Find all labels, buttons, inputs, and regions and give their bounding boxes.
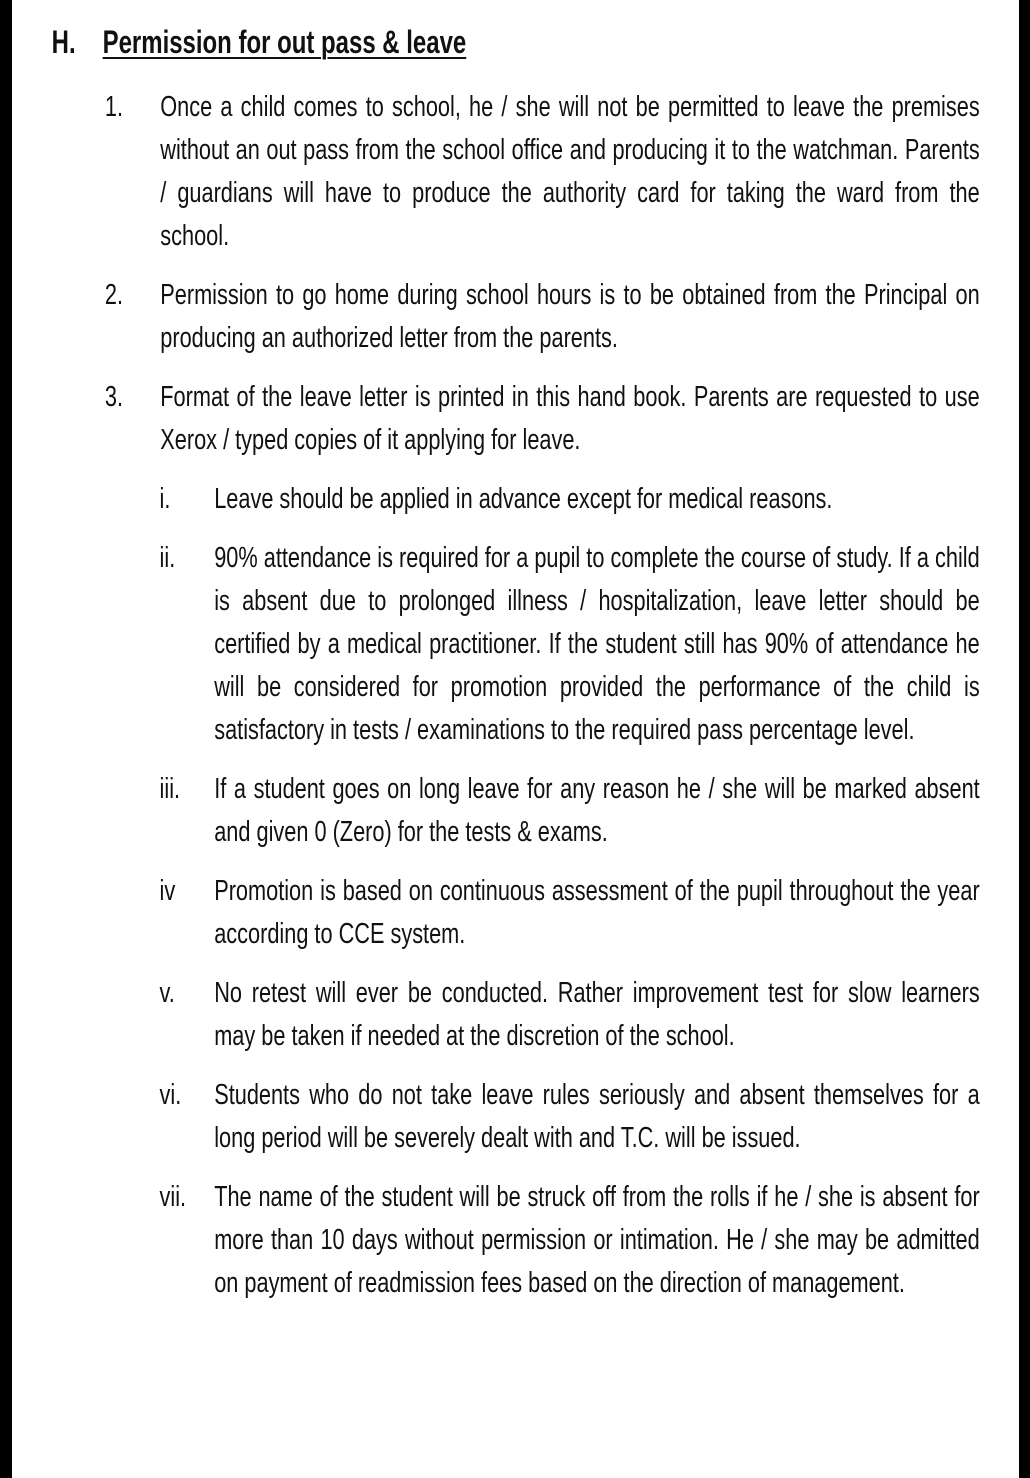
rule-item-3: [105, 376, 980, 462]
section-heading: [52, 20, 467, 64]
rule-number: 1.: [104, 91, 123, 123]
subrule-numeral: ii.: [159, 542, 176, 574]
rules-list: [0, 82, 1030, 1305]
rule-item-1: [105, 86, 980, 258]
subrule-text: Students who do not take leave rules seriously and absent themselves for a long period will be severely dealt with and T.C. will be issued.: [214, 1079, 980, 1154]
rule-item-2: [105, 274, 980, 360]
rule-number: 3.: [104, 381, 123, 413]
subrule-item-iv: [160, 870, 980, 956]
subrule-text: Leave should be applied in advance except for medical reasons.: [214, 483, 833, 515]
subrule-text: The name of the student will be struck off from the rolls if he / she is absent for more than 10 days without permission or intimation. He / she may be admitted on payment of readmission fees based on the direction of management.: [214, 1181, 980, 1299]
rule-text: Format of the leave letter is printed in this hand book. Parents are requested to use Xerox / typed copies of it applying for leave.: [160, 381, 980, 456]
subrule-item-vi: [160, 1074, 980, 1160]
subrule-text: No retest will ever be conducted. Rather improvement test for slow learners may be taken if needed at the discretion of the school.: [214, 977, 980, 1052]
subrule-numeral: v.: [159, 977, 175, 1009]
subrule-text: If a student goes on long leave for any reason he / she will be marked absent and given 0 (Zero) for the tests & exams.: [214, 773, 980, 848]
subrule-numeral: i.: [159, 483, 171, 515]
rule-text: Once a child comes to school, he / she will not be permitted to leave the premises without an out pass from the school office and producing it to the watchman. Parents / guardians will have to produce the authority card for taking the ward from the school.: [160, 91, 980, 252]
subrule-item-iii: [160, 768, 980, 854]
subrule-text: 90% attendance is required for a pupil to complete the course of study. If a child is absent due to prolonged illness / hospitalization, leave letter should be certified by a medical practitioner. If the student still has 90% of attendance he will be considered for promotion provided the performance of the child is satisfactory in tests / examinations to the required pass percentage level.: [214, 542, 980, 746]
subrule-item-i: [160, 478, 980, 521]
subrule-item-vii: [160, 1176, 980, 1305]
section-letter: H.: [51, 24, 76, 60]
subrule-item-v: [160, 972, 980, 1058]
subrule-item-ii: [160, 537, 980, 752]
subrule-text: Promotion is based on continuous assessment of the pupil throughout the year according to CCE system.: [214, 875, 980, 950]
subrule-numeral: vii.: [159, 1181, 187, 1213]
subrule-numeral: iv: [159, 875, 176, 907]
subrule-numeral: iii.: [159, 773, 181, 805]
rule-number: 2.: [104, 279, 123, 311]
section-title: Permission for out pass & leave: [102, 24, 467, 60]
rule-text: Permission to go home during school hours is to be obtained from the Principal on producing an authorized letter from the parents.: [160, 279, 980, 354]
subrule-numeral: vi.: [159, 1079, 182, 1111]
